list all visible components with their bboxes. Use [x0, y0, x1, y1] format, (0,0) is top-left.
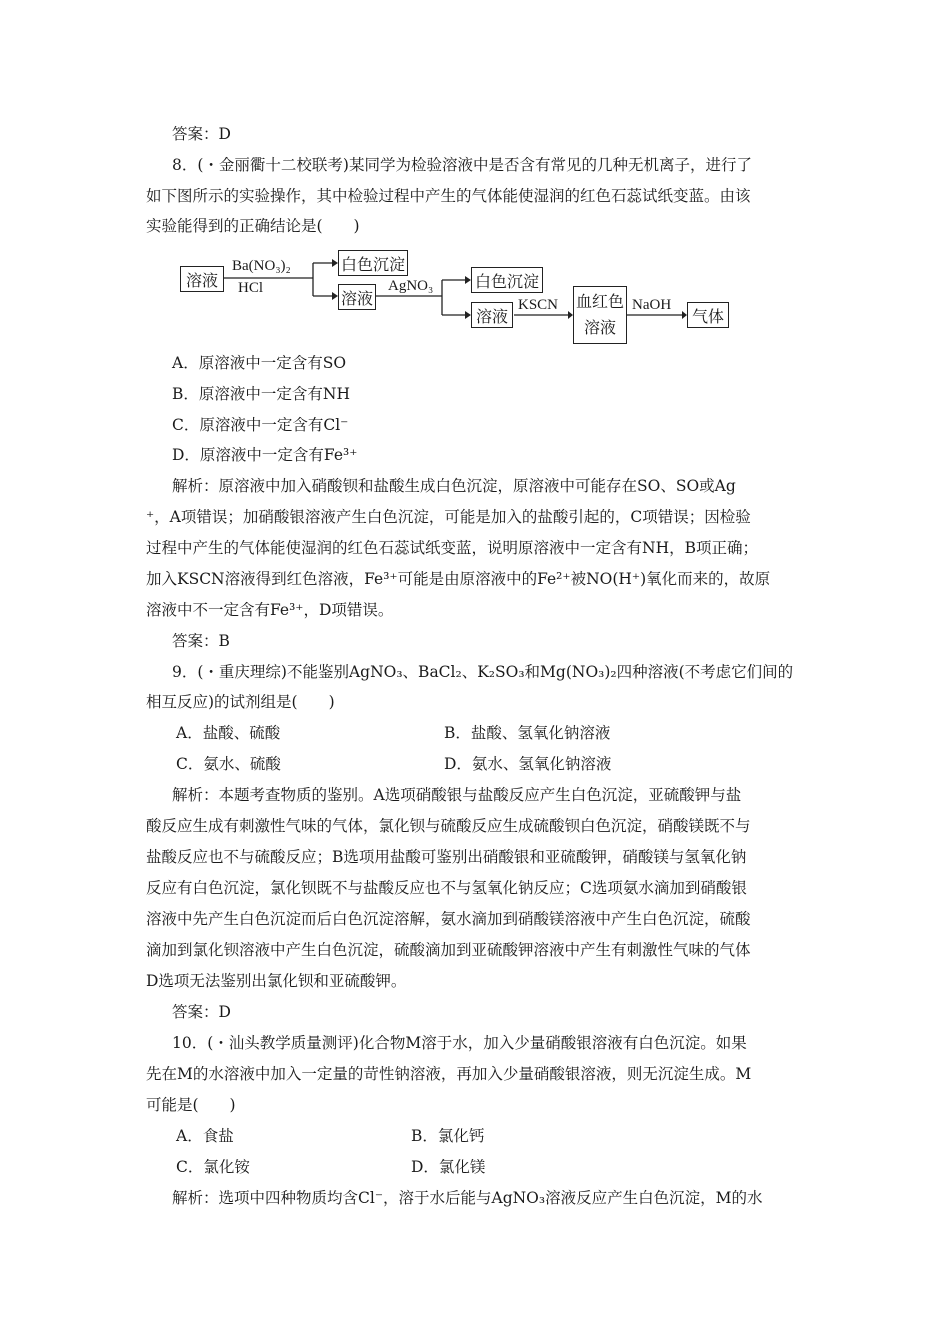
- blood-red-solution-label: 溶液: [583, 318, 616, 337]
- option-9b: B．盐酸、氢氧化钠溶液: [444, 724, 611, 742]
- option-8d: D．原溶液中一定含有Fe³⁺: [172, 446, 358, 464]
- blood-red-label: 血红色: [575, 292, 624, 311]
- option-9c: C．氨水、硫酸: [176, 755, 281, 773]
- analysis-8-line-1: 解析：原溶液中加入硝酸钡和盐酸生成白色沉淀，原溶液中可能存在SO、SO或Ag: [172, 477, 736, 495]
- answer-8: 答案：B: [172, 632, 230, 650]
- question-9-line-1: 9．(・重庆理综)不能鉴别AgNO₃、BaCl₂、K₂SO₃和Mg(NO₃)₂四种溶液(不考虑它们间的: [172, 663, 794, 681]
- analysis-9-line-4: 反应有白色沉淀，氯化钡既不与盐酸反应也不与氢氧化钠反应；C选项氨水滴加到硝酸银: [146, 879, 747, 897]
- option-8c: C．原溶液中一定含有Cl⁻: [172, 416, 349, 434]
- reagent-ba-nitrate-label: Ba(NO₃)₂: [232, 258, 291, 274]
- analysis-8-line-4: 加入KSCN溶液得到红色溶液，Fe³⁺可能是由原溶液中的Fe²⁺被NO(H⁺)氧化而来的，故原: [146, 570, 771, 588]
- analysis-10-line-1: 解析：选项中四种物质均含Cl⁻，溶于水后能与AgNO₃溶液反应产生白色沉淀，M的水: [172, 1189, 763, 1207]
- question-8-line-3: 实验能得到的正确结论是( ): [146, 217, 360, 235]
- option-10c: C．氯化铵: [176, 1158, 250, 1176]
- experiment-flow-diagram: [180, 250, 740, 350]
- analysis-8-line-3: 过程中产生的气体能使湿润的红色石蕊试纸变蓝，说明原溶液中一定含有NH，B项正确；: [146, 539, 758, 557]
- reagent-naoh-label: NaOH: [632, 297, 672, 313]
- analysis-9-line-6: 滴加到氯化钡溶液中产生白色沉淀，硫酸滴加到亚硫酸钾溶液中产生有刺激性气味的气体: [146, 941, 751, 959]
- white-precipitate-box-2: 白色沉淀: [471, 267, 543, 293]
- option-10b: B．氯化钙: [411, 1127, 485, 1145]
- solution-box-3: 溶液: [471, 302, 513, 328]
- question-10-line-1: 10．(・汕头教学质量测评)化合物M溶于水，加入少量硝酸银溶液有白色沉淀。如果: [172, 1034, 747, 1052]
- analysis-9-line-1: 解析：本题考查物质的鉴别。A选项硝酸银与盐酸反应产生白色沉淀，亚硫酸钾与盐: [172, 786, 742, 804]
- reagent-agno3-label: AgNO₃: [388, 278, 434, 294]
- option-9a: A．盐酸、硫酸: [176, 724, 281, 742]
- question-10-line-3: 可能是( ): [146, 1096, 236, 1114]
- analysis-9-line-7: D选项无法鉴别出氯化钡和亚硫酸钾。: [146, 972, 407, 990]
- analysis-8-line-5: 溶液中不一定含有Fe³⁺，D项错误。: [146, 601, 394, 619]
- reagent-kscn-label: KSCN: [518, 297, 559, 313]
- question-10-line-2: 先在M的水溶液中加入一定量的苛性钠溶液，再加入少量硝酸银溶液，则无沉淀生成。M: [146, 1065, 752, 1083]
- answer-9: 答案：D: [172, 1003, 231, 1021]
- option-10a: A．食盐: [176, 1127, 234, 1145]
- option-9d: D．氨水、氢氧化钠溶液: [444, 755, 612, 773]
- question-8-line-2: 如下图所示的实验操作，其中检验过程中产生的气体能使湿润的红色石蕊试纸变蓝。由该: [146, 187, 751, 205]
- analysis-8-line-2: ⁺，A项错误；加硝酸银溶液产生白色沉淀，可能是加入的盐酸引起的，C项错误；因检验: [146, 508, 751, 526]
- reagent-hcl-label: HCl: [238, 280, 264, 296]
- question-8-line-1: 8．(・金丽衢十二校联考)某同学为检验溶液中是否含有常见的几种无机离子，进行了: [172, 156, 752, 174]
- option-8b: B．原溶液中一定含有NH: [172, 385, 350, 403]
- option-10d: D．氯化镁: [411, 1158, 486, 1176]
- question-9-line-2: 相互反应)的试剂组是( ): [146, 693, 335, 711]
- solution-box-2: 溶液: [338, 284, 376, 310]
- analysis-9-line-2: 酸反应生成有刺激性气味的气体，氯化钡与硫酸反应生成硫酸钡白色沉淀，硝酸镁既不与: [146, 817, 751, 835]
- blood-red-solution-box: [573, 286, 627, 344]
- white-precipitate-box-1: 白色沉淀: [338, 250, 408, 276]
- analysis-9-line-5: 溶液中先产生白色沉淀而后白色沉淀溶解，氨水滴加到硝酸镁溶液中产生白色沉淀，硫酸: [146, 910, 751, 928]
- analysis-9-line-3: 盐酸反应也不与硫酸反应；B选项用盐酸可鉴别出硝酸银和亚硫酸钾，硝酸镁与氢氧化钠: [146, 848, 747, 866]
- gas-box: 气体: [687, 302, 729, 328]
- start-solution-box: 溶液: [180, 266, 224, 292]
- option-8a: A．原溶液中一定含有SO: [172, 354, 347, 372]
- answer-line: 答案：D: [172, 125, 231, 143]
